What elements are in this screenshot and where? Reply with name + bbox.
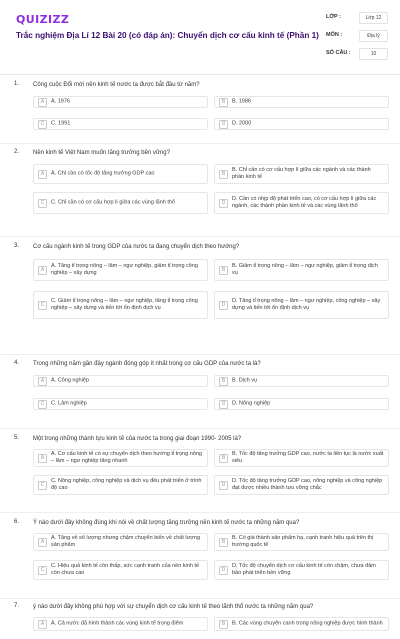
option-text: C. Nông nghiệp, công nghiệp và dịch vụ đều phát triển ở trình độ cao [51,478,202,491]
answer-option-c[interactable] [33,291,208,319]
option-letter-badge: C [38,301,47,310]
option-text: B. Dịch vụ [232,377,258,384]
answer-option-c[interactable] [33,560,208,580]
answer-option-b[interactable] [214,259,389,281]
option-text: B. Có giá thành sản phẩm hạ, cạnh tranh hiệu quả trên thị trường quốc tế [232,535,374,548]
question-number: 2. [14,149,20,155]
meta-label: LỚP : [326,14,341,20]
meta-value: 10 [359,48,388,60]
option-letter-badge: A [38,170,47,179]
answer-option-c[interactable] [33,118,208,130]
answer-option-a[interactable] [33,617,208,631]
meta-value: Địa lý [359,30,388,42]
option-text: D. 2000 [232,120,252,127]
question-6 [0,513,400,599]
option-letter-badge: A [38,98,47,107]
answer-option-a[interactable] [33,449,208,467]
question-list [0,76,400,639]
option-text: D. Tốc độ tăng trưởng GDP cao, nông nghiệp và công nghiệp đạt được nhiều thành tựu vững chắc [232,478,383,491]
option-letter-badge: B [219,170,228,179]
option-text: D. Tăng tỉ trọng nông – lâm – ngư nghiệp, công nghiệp – xây dựng và tiến tới ổn định dịch vụ [232,298,381,311]
option-letter-badge: A [38,454,47,463]
question-text: Trong những năm gần đây ngành đóng góp ít nhất trong cơ cấu GDP của nước ta là? [33,361,261,367]
option-letter-badge: D [219,566,228,575]
option-text: C. Lâm nghiệp [51,400,87,407]
question-number: 1. [14,81,20,87]
option-text: D. Nông nghiệp [232,400,271,407]
answer-option-b[interactable] [214,96,389,108]
option-letter-badge: B [219,98,228,107]
option-letter-badge: C [38,481,47,490]
option-text: C. Hiệu quả kinh tế còn thấp, sức cạnh tranh của nền kinh tế còn chưa cao [51,563,199,576]
question-text: ý nào dưới đây không phù hợp với sự chuyển dịch cơ cấu kinh tế theo lãnh thổ nước ta những năm qua? [33,604,314,610]
answer-option-b[interactable] [214,617,389,631]
answer-option-b[interactable] [214,375,389,387]
worksheet-meta [326,12,388,66]
question-number: 7. [14,603,20,609]
answer-option-a[interactable] [33,96,208,108]
option-letter-badge: B [219,620,228,629]
question-text: Công cuộc Đổi mới nền kinh tế nước ta được bắt đầu từ năm? [33,82,200,88]
option-text: A. Chỉ cần có tốc độ tăng trưởng GDP cao [51,170,155,177]
option-letter-badge: A [38,266,47,275]
option-letter-badge: B [219,377,228,386]
option-text: C. Chỉ cần có cơ cấu hợp lí giữa các vùng lãnh thổ [51,199,176,206]
option-letter-badge: C [38,199,47,208]
answer-option-d[interactable] [214,192,389,214]
meta-value: Lớp 12 [359,12,388,24]
option-letter-badge: C [38,120,47,129]
meta-row-class [326,12,388,26]
option-text: A. Cả nước đã hình thành các vùng kinh tế trọng điểm [51,620,184,627]
answer-option-d[interactable] [214,475,389,495]
option-text: C. 1991 [51,120,71,127]
option-letter-badge: A [38,377,47,386]
meta-label: SỐ CÂU : [326,50,351,56]
question-7 [0,599,400,639]
option-text: B. Giảm tỉ trọng nông – lâm – ngư nghiệp, giảm tỉ trọng dịch vụ [232,263,378,276]
option-text: A. 1976 [51,98,70,105]
option-text: A. Công nghiệp [51,377,89,384]
option-letter-badge: D [219,400,228,409]
answer-option-a[interactable] [33,533,208,551]
option-text: A. Cơ cấu kinh tế có sự chuyển dịch theo hướng tỉ trọng nông – lâm – ngư nghiệp tăng nhanh [51,451,202,464]
page-title: Trắc nghiệm Địa Lí 12 Bài 20 (có đáp án): Chuyển dịch cơ cấu kinh tế (Phần 1) [16,31,319,40]
answer-option-a[interactable] [33,375,208,387]
option-text: B. Các vùng chuyên canh trong nông nghiệp được hình thành [232,620,383,627]
option-text: A. Tăng về số lượng nhưng chậm chuyển biến về chất lượng sản phẩm [51,535,201,548]
option-letter-badge: D [219,199,228,208]
option-text: B. 1986 [232,98,251,105]
option-letter-badge: A [38,538,47,547]
question-5 [0,429,400,513]
answer-option-a[interactable] [33,164,208,184]
question-text: Nền kinh tế Việt Nam muốn tăng trưởng bền vững? [33,150,170,156]
question-number: 5. [14,435,20,441]
option-letter-badge: B [219,266,228,275]
answer-option-d[interactable] [214,560,389,580]
answer-option-d[interactable] [214,398,389,410]
option-letter-badge: C [38,566,47,575]
question-text: Ý nào dưới đây không đúng khi nói về chất lượng tăng trưởng nền kinh tế nước ta những năm qua? [33,520,300,526]
quizizz-logo: QUIZIZZ [16,13,70,26]
answer-option-c[interactable] [33,475,208,495]
meta-row-question-count [326,48,388,62]
meta-label: MÔN : [326,32,343,38]
question-number: 4. [14,360,20,366]
answer-option-a[interactable] [33,259,208,281]
header-divider [0,74,400,75]
option-text: B. Chỉ cần có cơ cấu hợp lí giữa các ngành và các thành phần kinh tế [232,167,371,180]
question-2 [0,144,400,237]
question-number: 6. [14,519,20,525]
option-text: A. Tăng tỉ trọng nông – lâm – ngư nghiệp, giảm tỉ trọng công nghiệp – xây dựng [51,263,198,276]
answer-option-d[interactable] [214,291,389,319]
option-letter-badge: C [38,400,47,409]
option-text: C. Giảm tỉ trọng nông – lâm – ngư nghiệp, tăng tỉ trọng công nghiệp – xây dựng và tiến tới ổn định dịch vụ [51,298,198,311]
answer-option-b[interactable] [214,449,389,467]
option-text: D. Cần có nhịp độ phát triển cao, có cơ cấu hợp lí giữa các ngành, các thành phần kinh tế và các vùng lãnh thổ [232,196,377,209]
question-1 [0,76,400,144]
answer-option-b[interactable] [214,164,389,184]
worksheet-header [0,0,400,70]
question-number: 3. [14,243,20,249]
question-4 [0,355,400,429]
question-3 [0,237,400,355]
answer-option-c[interactable] [33,398,208,410]
option-letter-badge: D [219,481,228,490]
answer-option-b[interactable] [214,533,389,551]
question-text: Cơ cấu ngành kinh tế trong GDP của nước ta đang chuyển dịch theo hướng? [33,244,240,250]
option-text: B. Tốc độ tăng trưởng GDP cao, nước ta liên tục là nước xuất siêu [232,451,384,464]
option-letter-badge: D [219,120,228,129]
option-text: D. Tốc độ chuyển dịch cơ cấu kinh tế còn chậm, chưa đảm bảo phát triển bền vững [232,563,376,576]
option-letter-badge: B [219,454,228,463]
option-letter-badge: B [219,538,228,547]
answer-option-c[interactable] [33,192,208,214]
question-text: Một trong những thành tựu kinh tế của nước ta trong giai đoạn 1990- 2005 là? [33,436,242,442]
meta-row-subject [326,30,388,44]
option-letter-badge: D [219,301,228,310]
answer-option-d[interactable] [214,118,389,130]
option-letter-badge: A [38,620,47,629]
